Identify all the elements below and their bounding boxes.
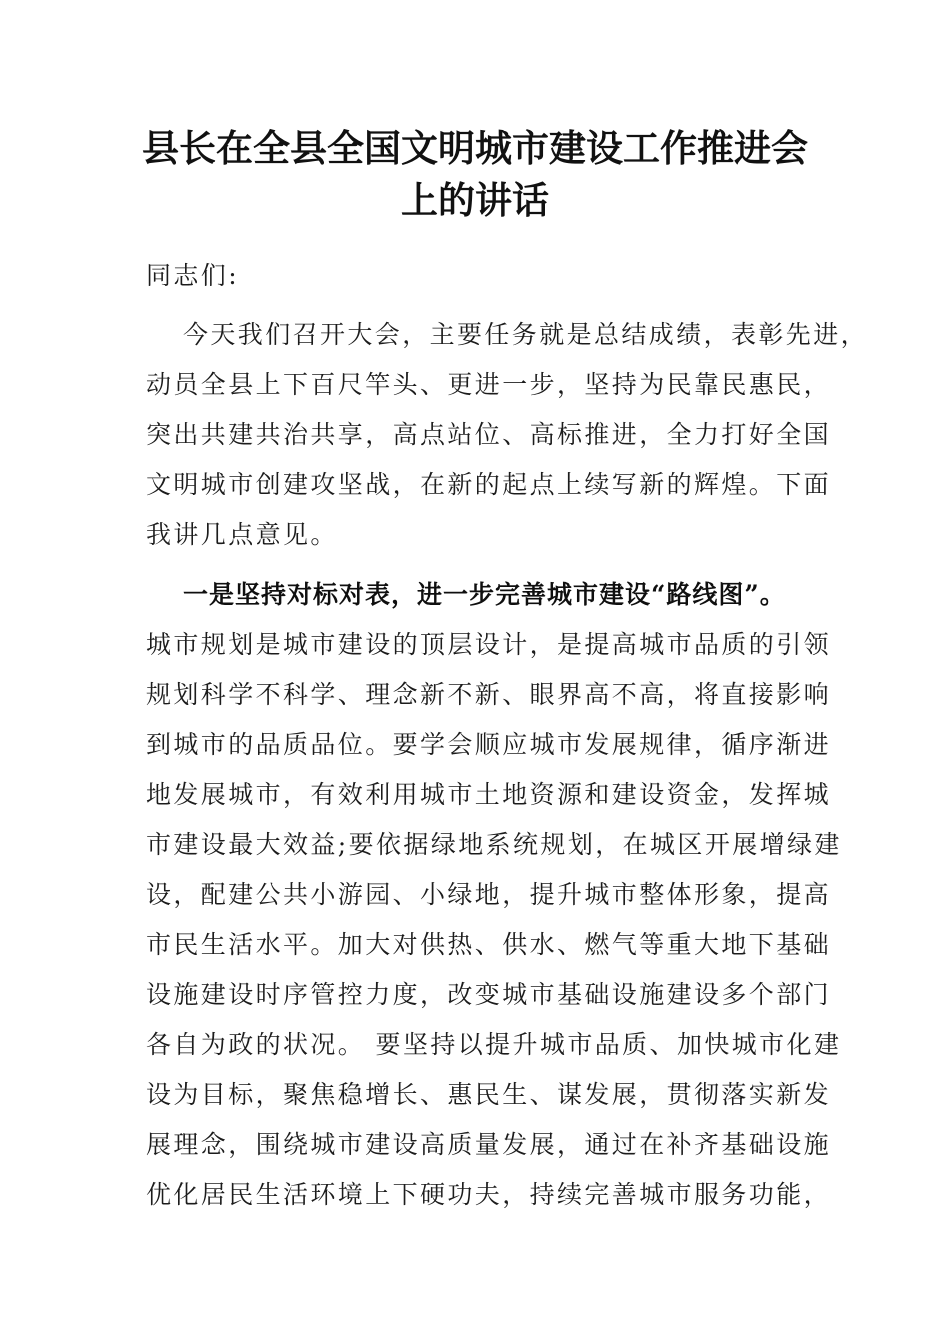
paragraph2-line: 地发展城市，有效利用城市土地资源和建设资金，发挥城 bbox=[146, 780, 832, 809]
document-title-line-1: 县长在全县全国文明城市建设工作推进会 bbox=[142, 126, 808, 170]
paragraph2-line: 设施建设时序管控力度，改变城市基础设施建设多个部门 bbox=[146, 980, 832, 1009]
paragraph2-line: 设，配建公共小游园、小绿地，提升城市整体形象，提高 bbox=[146, 880, 832, 909]
paragraph1-line: 动员全县上下百尺竿头、更进一步，坚持为民靠民惠民， bbox=[146, 370, 832, 399]
document-title-line-2: 上的讲话 bbox=[401, 178, 549, 222]
paragraph2-line: 各自为政的状况。 要坚持以提升城市品质、加快城市化建 bbox=[146, 1030, 842, 1059]
paragraph2-line: 优化居民生活环境上下硬功夫，持续完善城市服务功能， bbox=[146, 1180, 832, 1209]
paragraph1-line: 突出共建共治共享，高点站位、高标推进，全力打好全国 bbox=[146, 420, 832, 449]
section1-heading: 一是坚持对标对表，进一步完善城市建设“路线图”。 bbox=[183, 580, 786, 609]
salutation: 同志们: bbox=[146, 261, 240, 290]
paragraph1-line: 今天我们召开大会，主要任务就是总结成绩，表彰先进， bbox=[183, 320, 869, 349]
paragraph2-line: 市民生活水平。加大对供热、供水、燃气等重大地下基础 bbox=[146, 930, 832, 959]
paragraph2-line: 展理念，围绕城市建设高质量发展，通过在补齐基础设施 bbox=[146, 1130, 832, 1159]
paragraph2-line: 规划科学不科学、理念新不新、眼界高不高，将直接影响 bbox=[146, 680, 832, 709]
paragraph2-line: 市建设最大效益;要依据绿地系统规划，在城区开展增绿建 bbox=[146, 830, 842, 859]
paragraph2-line: 设为目标，聚焦稳增长、惠民生、谋发展，贯彻落实新发 bbox=[146, 1080, 832, 1109]
paragraph2-line: 到城市的品质品位。要学会顺应城市发展规律，循序渐进 bbox=[146, 730, 832, 759]
paragraph2-line: 城市规划是城市建设的顶层设计，是提高城市品质的引领 bbox=[146, 630, 832, 659]
paragraph1-line: 我讲几点意见。 bbox=[146, 520, 338, 549]
paragraph1-line: 文明城市创建攻坚战，在新的起点上续写新的辉煌。下面 bbox=[146, 470, 832, 499]
